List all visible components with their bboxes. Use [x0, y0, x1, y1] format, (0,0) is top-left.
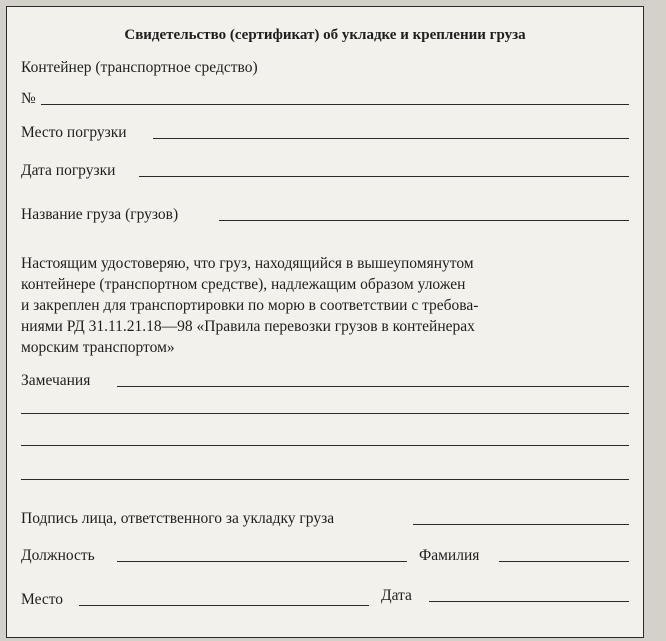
number-field[interactable] — [41, 104, 629, 105]
surname-label: Фамилия — [419, 547, 480, 564]
date-field[interactable] — [429, 601, 629, 602]
statement-line: Настоящим удостоверяю, что груз, находящийся в вышеупомянутом — [21, 255, 474, 272]
cargo-name-field[interactable] — [219, 220, 629, 221]
loading-date-label: Дата погрузки — [21, 162, 116, 179]
signature-field[interactable] — [413, 524, 629, 525]
statement-paragraph — [21, 253, 631, 358]
position-field[interactable] — [117, 561, 407, 562]
certificate-form — [6, 6, 644, 638]
cargo-name-label: Название груза (грузов) — [21, 206, 179, 223]
remarks-label: Замечания — [21, 372, 91, 389]
form-title: Свидетельство (сертификат) об укладке и креплении груза — [124, 27, 526, 43]
place-field[interactable] — [79, 605, 369, 606]
position-label: Должность — [21, 547, 95, 564]
remarks-field-line-3[interactable] — [21, 445, 629, 446]
statement-line: и закреплен для транспортировки по морю в соответствии с требова- — [21, 297, 479, 314]
date-label: Дата — [381, 587, 412, 604]
remarks-field-line-1[interactable] — [117, 386, 629, 387]
statement-line: морским транспортом» — [21, 339, 175, 356]
loading-place-label: Место погрузки — [21, 124, 127, 141]
surname-field[interactable] — [499, 561, 629, 562]
remarks-field-line-4[interactable] — [21, 479, 629, 480]
statement-line: ниями РД 31.11.21.18—98 «Правила перевозки грузов в контейнерах — [21, 318, 475, 335]
place-label: Место — [21, 591, 64, 608]
remarks-field-line-2[interactable] — [21, 413, 629, 414]
loading-place-field[interactable] — [153, 138, 629, 139]
container-label: Контейнер (транспортное средство) — [21, 59, 258, 76]
number-label: № — [21, 90, 36, 107]
loading-date-field[interactable] — [139, 176, 629, 177]
statement-line: контейнере (транспортном средстве), надлежащим образом уложен — [21, 276, 466, 293]
signature-label: Подпись лица, ответственного за укладку груза — [21, 510, 335, 527]
